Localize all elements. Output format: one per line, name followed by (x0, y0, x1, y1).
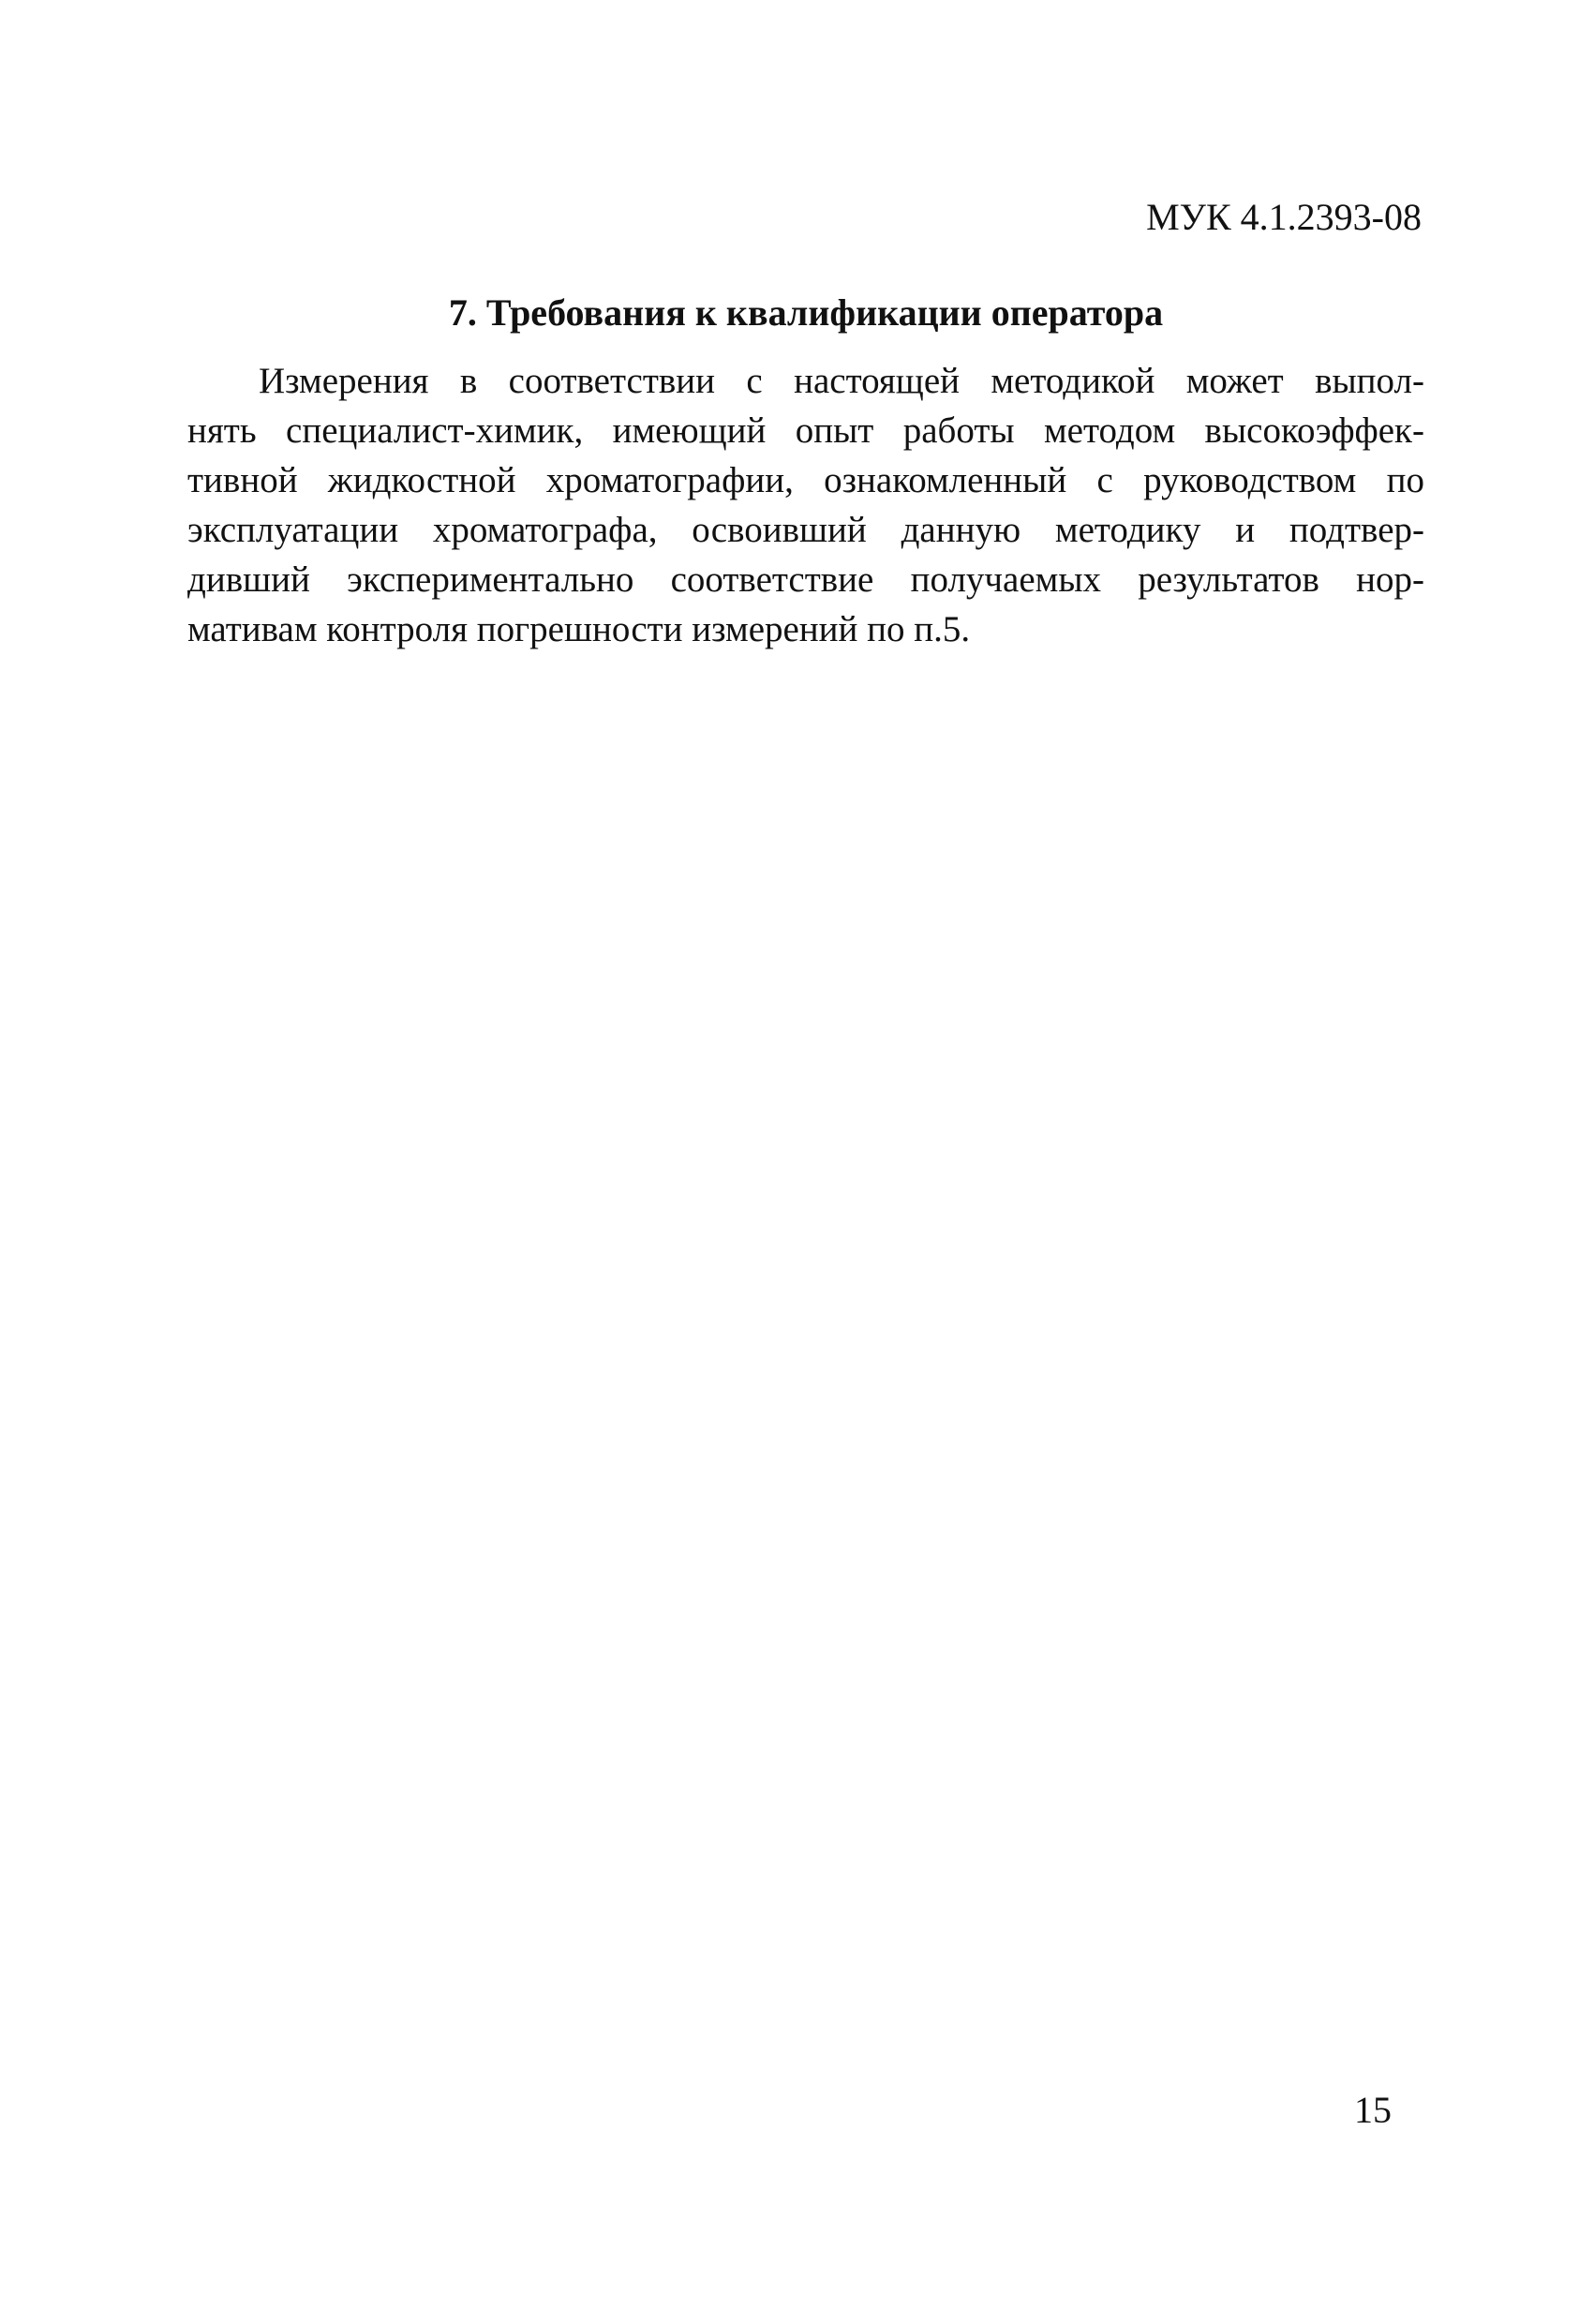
body-line: Измерения в соответствии с настоящей методикой может выпол- (259, 361, 1424, 401)
section-body (187, 356, 1424, 654)
body-line: нять специалист-химик, имеющий опыт работы методом высокоэффек- (187, 410, 1424, 451)
body-line: тивной жидкостной хроматографии, ознакомленный с руководством по (187, 460, 1424, 500)
document-code: МУК 4.1.2393-08 (1146, 196, 1422, 238)
body-line: мативам контроля погрешности измерений по п.5. (187, 609, 971, 649)
body-line: дивший экспериментально соответствие получаемых результатов нор- (187, 559, 1424, 600)
section-heading: 7. Требования к квалификации оператора (448, 291, 1164, 334)
page-number: 15 (1354, 2089, 1392, 2131)
body-line: эксплуатации хроматографа, освоивший данную методику и подтвер- (187, 510, 1424, 550)
